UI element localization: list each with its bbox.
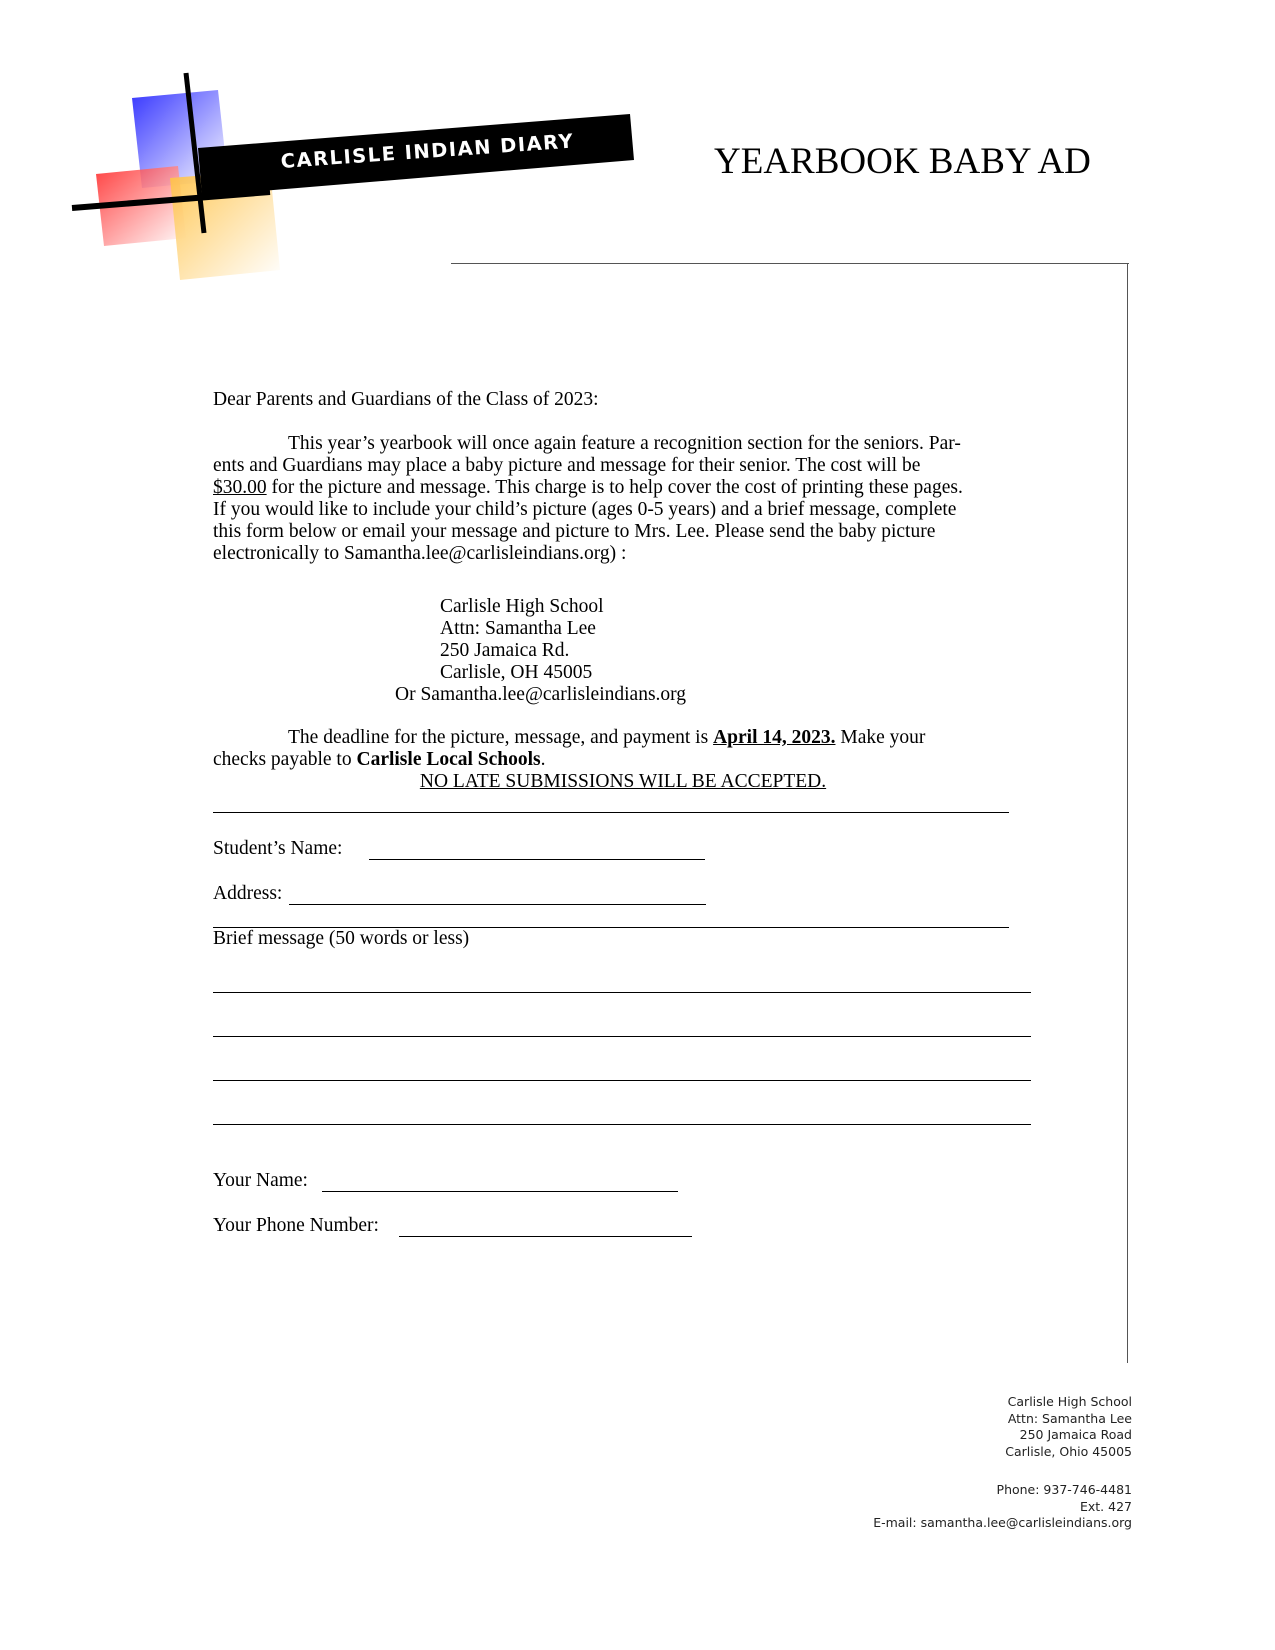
separator-line: [213, 812, 1009, 813]
salutation: Dear Parents and Guardians of the Class of 2023:: [213, 389, 599, 410]
address-field[interactable]: [289, 904, 706, 905]
your-name-field[interactable]: [322, 1191, 678, 1192]
footer-address: [1005, 1394, 1132, 1460]
deadline-date: April 14, 2023.: [713, 727, 836, 748]
address-line: 250 Jamaica Rd.: [440, 640, 570, 661]
intro-line: this form below or email your message and picture to Mrs. Lee. Please send the baby picture: [213, 521, 936, 542]
message-line[interactable]: [213, 1080, 1031, 1081]
no-late-notice: NO LATE SUBMISSIONS WILL BE ACCEPTED.: [419, 771, 827, 792]
intro-line: This year’s yearbook will once again feature a recognition section for the seniors. Par-: [288, 433, 961, 454]
footer-address-line: Carlisle High School: [1007, 1394, 1132, 1409]
address-label: Address:: [213, 883, 283, 904]
footer-phone: Phone: 937-746-4481: [996, 1482, 1132, 1497]
message-line[interactable]: [213, 1036, 1031, 1037]
intro-line: electronically to Samantha.lee@carlisleindians.org) :: [213, 543, 627, 564]
intro-line: If you would like to include your child’s picture (ages 0-5 years) and a brief message, complete: [213, 499, 957, 520]
phone-label: Your Phone Number:: [213, 1215, 379, 1236]
intro-paragraph: [213, 433, 1033, 565]
message-line[interactable]: [213, 1124, 1031, 1125]
footer-address-line: 250 Jamaica Road: [1019, 1427, 1132, 1442]
mailing-address: [440, 596, 604, 684]
student-name-label: Student’s Name:: [213, 838, 343, 859]
footer-email: E-mail: samantha.lee@carlisleindians.org: [873, 1515, 1132, 1530]
your-name-label: Your Name:: [213, 1170, 308, 1191]
logo-graphic: [70, 70, 670, 300]
message-line[interactable]: [213, 992, 1031, 993]
logo: [70, 70, 670, 300]
address-line: Attn: Samantha Lee: [440, 618, 596, 639]
footer-ext: Ext. 427: [1079, 1498, 1132, 1514]
footer-contact: [873, 1482, 1132, 1532]
address-line: Carlisle, OH 45005: [440, 662, 593, 683]
intro-line: ents and Guardians may place a baby picture and message for their senior. The cost will be: [213, 455, 921, 476]
footer-address-line: Carlisle, Ohio 45005: [1005, 1443, 1132, 1459]
phone-field[interactable]: [399, 1236, 692, 1237]
intro-line: $30.00 for the picture and message. This charge is to help cover the cost of printing these pages.: [213, 477, 963, 498]
student-name-field[interactable]: [369, 859, 705, 860]
top-rule: [451, 263, 1129, 264]
logo-text: CARLISLE INDIAN DIARY: [280, 129, 575, 173]
address-line: Carlisle High School: [440, 596, 604, 617]
price: $30.00: [213, 477, 267, 498]
deadline-paragraph: [213, 727, 1033, 771]
message-label: Brief message (50 words or less): [213, 928, 470, 949]
checks-line: checks payable to Carlisle Local Schools.: [213, 749, 546, 770]
right-rule: [1127, 263, 1128, 1363]
page-title: YEARBOOK BABY AD: [714, 141, 1091, 182]
address-email: Or Samantha.lee@carlisleindians.org: [395, 684, 687, 705]
footer-address-line: Attn: Samantha Lee: [1007, 1410, 1132, 1426]
payee: Carlisle Local Schools: [356, 749, 541, 770]
deadline-line: The deadline for the picture, message, and payment is April 14, 2023. Make your: [288, 727, 926, 748]
